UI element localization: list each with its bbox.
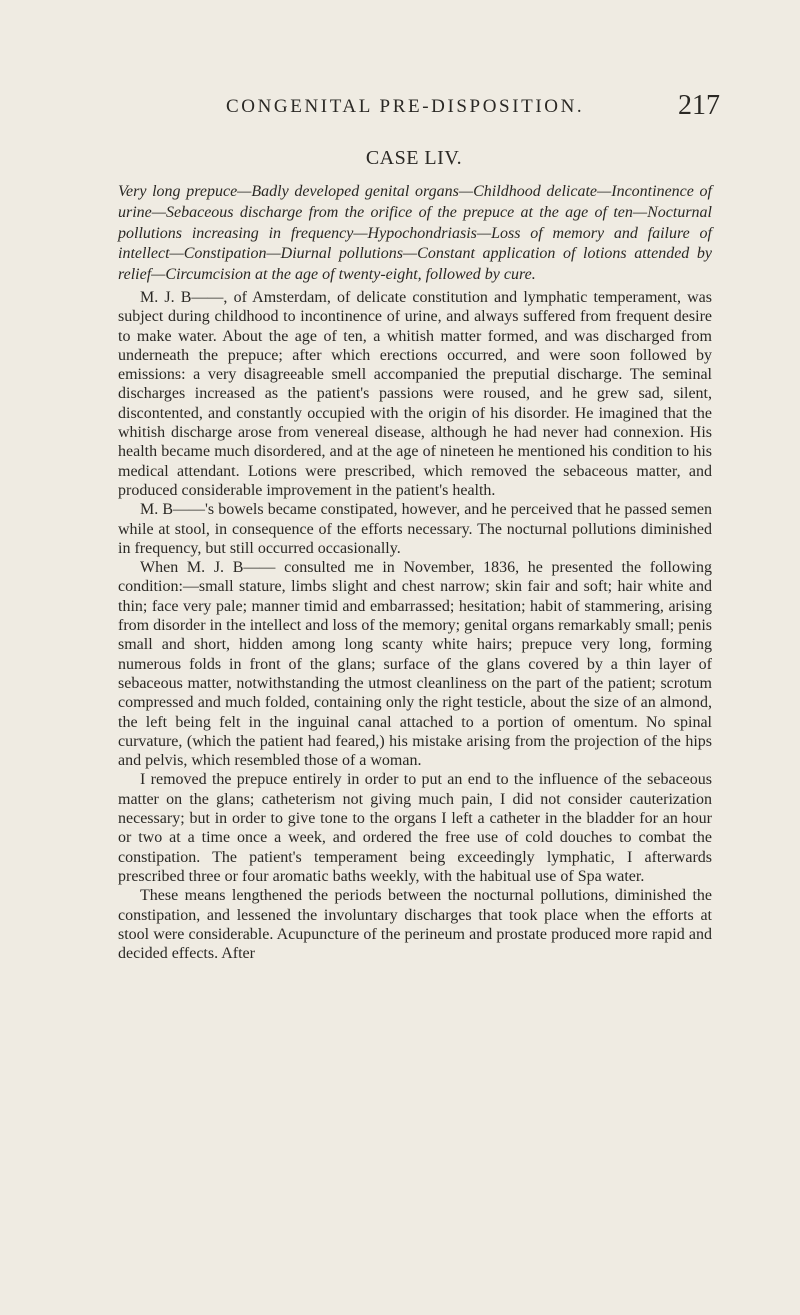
paragraph: These means lengthened the periods between the nocturnal pollutions, diminished the constipation, and lessened the involuntary discharges that took place when the efforts at stool were considerable. Acupuncture of the perineum and prostate produced more rapid and decided effects. After [118,887,712,963]
case-title: CASE LIV. [365,147,463,169]
case-summary: Very long prepuce—Badly developed genital organs—Childhood delicate—Incontinence of urine—Sebaceous discharge from the orifice of the prepuce at the age of ten—Nocturnal pollutions increasing in frequency—Hypochondriasis—Loss of memory and failure of intellect—Constipation—Diurnal pollutions—Constant application of lotions attended by relief—Circumcision at the age of twenty-eight, followed by cure. [118,183,712,284]
page-number: 217 [678,90,720,121]
paragraph: M. J. B——, of Amsterdam, of delicate constitution and lymphatic temperament, was subject during childhood to incontinence of urine, and always suffered from frequent desire to make water. About the age of ten, a whitish matter formed, and was discharged from underneath the prepuce; after which erections occurred, and were soon followed by emissions: a very disagreeable smell accompanied the preputial discharge. The seminal discharges increased as the patient's passions were roused, and he grew sad, silent, discontented, and constantly occupied with the origin of his disorder. He imagined that the whitish discharge arose from venereal disease, although he had never had connexion. His health became much disordered, and at the age of nineteen he mentioned his condition to his medical attendant. Lotions were prescribed, which removed the sebaceous matter, and produced considerable improvement in the patient's health. [118,289,712,499]
body-text [118,288,712,963]
running-head [226,90,720,122]
paragraph: M. B——'s bowels became constipated, however, and he perceived that he passed semen while at stool, in consequence of the efforts necessary. The nocturnal pollutions diminished in frequency, but still occurred occasionally. [118,501,712,557]
running-title: CONGENITAL PRE-DISPOSITION. [226,96,585,117]
paragraph: When M. J. B—— consulted me in November, 1836, he presented the following condition:—small stature, limbs slight and chest narrow; skin fair and soft; hair white and thin; face very pale; manner timid and embarrassed; hesitation; habit of stammering, arising from disorder in the intellect and loss of the memory; genital organs remarkably small; penis small and short, hidden among long scanty white hairs; prepuce very long, forming numerous folds in front of the glans; surface of the glans covered by a thin layer of sebaceous matter, notwithstanding the utmost cleanliness on the part of the patient; scrotum compressed and much folded, containing only the right testicle, about the size of an almond, the left being felt in the inguinal canal attached to a portion of omentum. No spinal curvature, (which the patient had feared,) his mistake arising from the projection of the hips and pelvis, which resembled those of a woman. [118,559,712,770]
paragraph: I removed the prepuce entirely in order to put an end to the influence of the sebaceous matter on the glans; catheterism not giving much pain, I did not consider cauterization necessary; but in order to give tone to the organs I left a catheter in the bladder for an hour or two at a time once a week, and ordered the free use of cold douches to combat the constipation. The patient's temperament being exceedingly lymphatic, I afterwards prescribed three or four aromatic baths weekly, with the habitual use of Spa water. [118,771,712,885]
